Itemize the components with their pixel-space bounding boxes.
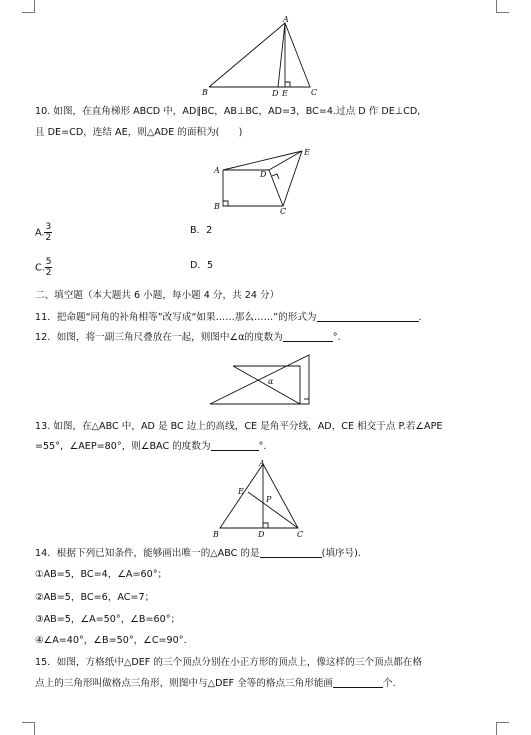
figure-triangle-abc-top: [196, 16, 326, 100]
section-heading-fill-in: 二、填空题（本大题共 6 小题，每小题 4 分，共 24 分）: [35, 290, 280, 301]
q10-option-d: D．5: [190, 260, 214, 271]
label-p: P: [266, 495, 272, 504]
label-e: E: [282, 89, 288, 98]
label-a: A: [214, 166, 220, 175]
q14-item-3: ③AB=5，∠A=50°，∠B=60°；: [35, 614, 181, 625]
q10-option-b: B．2: [190, 225, 213, 236]
label-e: E: [304, 148, 310, 157]
label-b: B: [213, 530, 219, 539]
crop-mark-top-right: [496, 0, 509, 13]
label-b: B: [202, 88, 208, 97]
q10-line-1: 10. 如图，在直角梯形 ABCD 中，AD∥BC，AB⊥BC，AD=3，BC=4.过点 D 作 DE⊥CD,: [35, 106, 421, 117]
label-c: C: [311, 88, 318, 97]
label-c: C: [297, 530, 304, 539]
q15-line-2: 点上的三角形叫做格点三角形，则图中与△DEF 全等的格点三角形能画 个.: [35, 678, 396, 689]
q12-answer-blank[interactable]: [283, 331, 333, 342]
q13-answer-blank[interactable]: [211, 440, 259, 451]
q11-line: 11．把命题“同角的补角相等”改写成“如果……那么……”的形式为 .: [35, 312, 422, 323]
crop-mark-bottom-right: [496, 722, 509, 735]
q14-line: 14．根据下列已知条件，能够画出唯一的△ABC 的是 (填序号).: [35, 548, 361, 559]
label-d: D: [258, 530, 265, 539]
label-a: A: [283, 16, 289, 24]
q13-line-2: =55°，∠AEP=80°，则∠BAC 的度数为 °.: [35, 441, 267, 452]
crop-mark-top-left: [22, 0, 35, 13]
q14-item-1: ①AB=5，BC=4，∠A=60°；: [35, 569, 168, 580]
figure-trapezoid-abcd: [205, 144, 320, 216]
q12-line: 12．如图，将一副三角尺叠放在一起，则图中∠α的度数为 °.: [35, 332, 341, 343]
crop-mark-bottom-left: [22, 722, 35, 735]
label-b: B: [214, 202, 220, 211]
label-e: E: [238, 487, 244, 496]
figure-triangle-abc-altitude: [211, 458, 307, 540]
label-d: D: [272, 89, 279, 98]
q10-option-a: A. $\frac{3}{2}$: [35, 222, 52, 243]
q11-answer-blank[interactable]: [317, 311, 419, 322]
q15-answer-blank[interactable]: [333, 677, 383, 688]
q14-item-2: ②AB=5，BC=6，AC=7；: [35, 592, 155, 603]
figure-set-squares: [205, 350, 317, 410]
q14-answer-blank[interactable]: [260, 547, 322, 558]
label-d: D: [260, 170, 267, 179]
q10-line-2: 且 DE=CD，连结 AE，则△ADE 的面积为( ): [35, 127, 243, 138]
label-c: C: [280, 207, 287, 216]
label-a: A: [259, 459, 265, 468]
q10-option-c: C. $\frac{5}{2}$: [35, 257, 52, 278]
q14-item-4: ④∠A=40°，∠B=50°，∠C=90°．: [35, 635, 194, 646]
label-alpha: α: [268, 377, 274, 386]
q13-line-1: 13. 如图，在△ABC 中，AD 是 BC 边上的高线，CE 是角平分线，AD，CE 相交于点 P.若∠APE: [35, 421, 443, 432]
q15-line-1: 15．如图，方格纸中△DEF 的三个顶点分别在小正方形的顶点上，像这样的三个顶点都在格: [35, 657, 422, 668]
